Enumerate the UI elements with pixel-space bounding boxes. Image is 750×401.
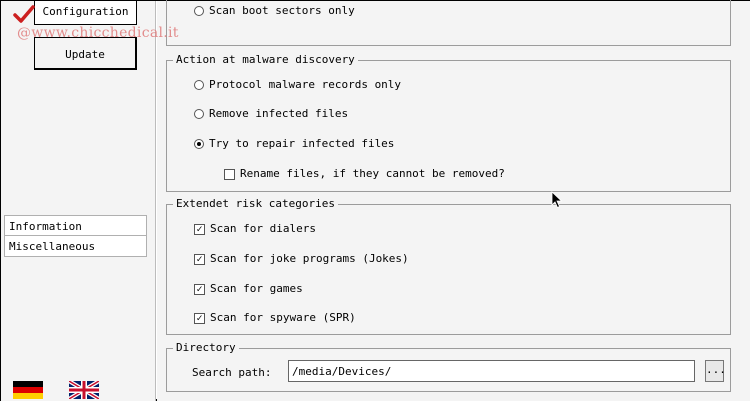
radio-button[interactable] [194, 109, 204, 119]
scan-jokes-label: Scan for joke programs (Jokes) [210, 252, 409, 265]
radio-button-selected[interactable] [194, 139, 204, 149]
left-nav-panel [1, 1, 179, 401]
german-flag-icon[interactable] [13, 381, 43, 399]
rename-files-option[interactable] [224, 166, 505, 182]
radio-button[interactable] [194, 80, 204, 90]
uk-flag-icon[interactable] [69, 381, 99, 399]
scan-dialers-label: Scan for dialers [210, 222, 316, 235]
scan-spyware-option[interactable] [194, 310, 356, 326]
checkbox-checked[interactable]: ✓ [194, 224, 205, 235]
remove-infected-label: Remove infected files [209, 107, 349, 120]
scan-options-group [166, 0, 731, 46]
nav-configuration-button[interactable] [34, 1, 137, 25]
group-title: Directory [173, 341, 239, 355]
checkbox-checked[interactable]: ✓ [194, 284, 205, 295]
nav-configuration-label: Configuration [42, 5, 129, 18]
scan-boot-sectors-label: Scan boot sectors only [209, 4, 355, 17]
checkbox[interactable] [224, 169, 235, 180]
scan-games-label: Scan for games [210, 282, 303, 295]
checkmark-icon [13, 5, 35, 25]
remove-infected-option[interactable] [194, 106, 348, 122]
info-tabs [4, 215, 147, 257]
nav-update-button[interactable] [34, 37, 137, 70]
checkbox-checked[interactable]: ✓ [194, 254, 205, 265]
repair-infected-label: Try to repair infected files [209, 137, 395, 150]
watermark-text: @www.chicchedical.it [17, 25, 179, 41]
scan-jokes-option[interactable] [194, 251, 409, 267]
scan-boot-sectors-option[interactable] [194, 3, 355, 19]
nav-update-label: Update [65, 48, 105, 61]
search-path-input[interactable] [288, 360, 695, 382]
search-path-label: Search path: [192, 366, 272, 379]
checkbox-checked[interactable]: ✓ [194, 313, 205, 324]
browse-button[interactable]: ... [705, 360, 724, 382]
radio-button[interactable] [194, 6, 204, 16]
protocol-only-option[interactable] [194, 77, 401, 93]
scan-spyware-label: Scan for spyware (SPR) [210, 311, 356, 324]
mouse-cursor-icon [551, 191, 563, 209]
protocol-only-label: Protocol malware records only [209, 78, 402, 91]
scan-dialers-option[interactable] [194, 221, 316, 237]
tab-information[interactable]: Information [4, 215, 147, 236]
tab-miscellaneous[interactable]: Miscellaneous [4, 236, 147, 257]
directory-group [166, 341, 731, 392]
malware-action-group [166, 53, 731, 192]
group-title: Action at malware discovery [173, 53, 358, 67]
rename-files-label: Rename files, if they cannot be removed? [240, 167, 505, 180]
scan-games-option[interactable] [194, 281, 303, 297]
settings-content [157, 1, 750, 401]
risk-categories-group [166, 197, 731, 335]
group-title: Extendet risk categories [173, 197, 338, 211]
repair-infected-option[interactable] [194, 136, 394, 152]
